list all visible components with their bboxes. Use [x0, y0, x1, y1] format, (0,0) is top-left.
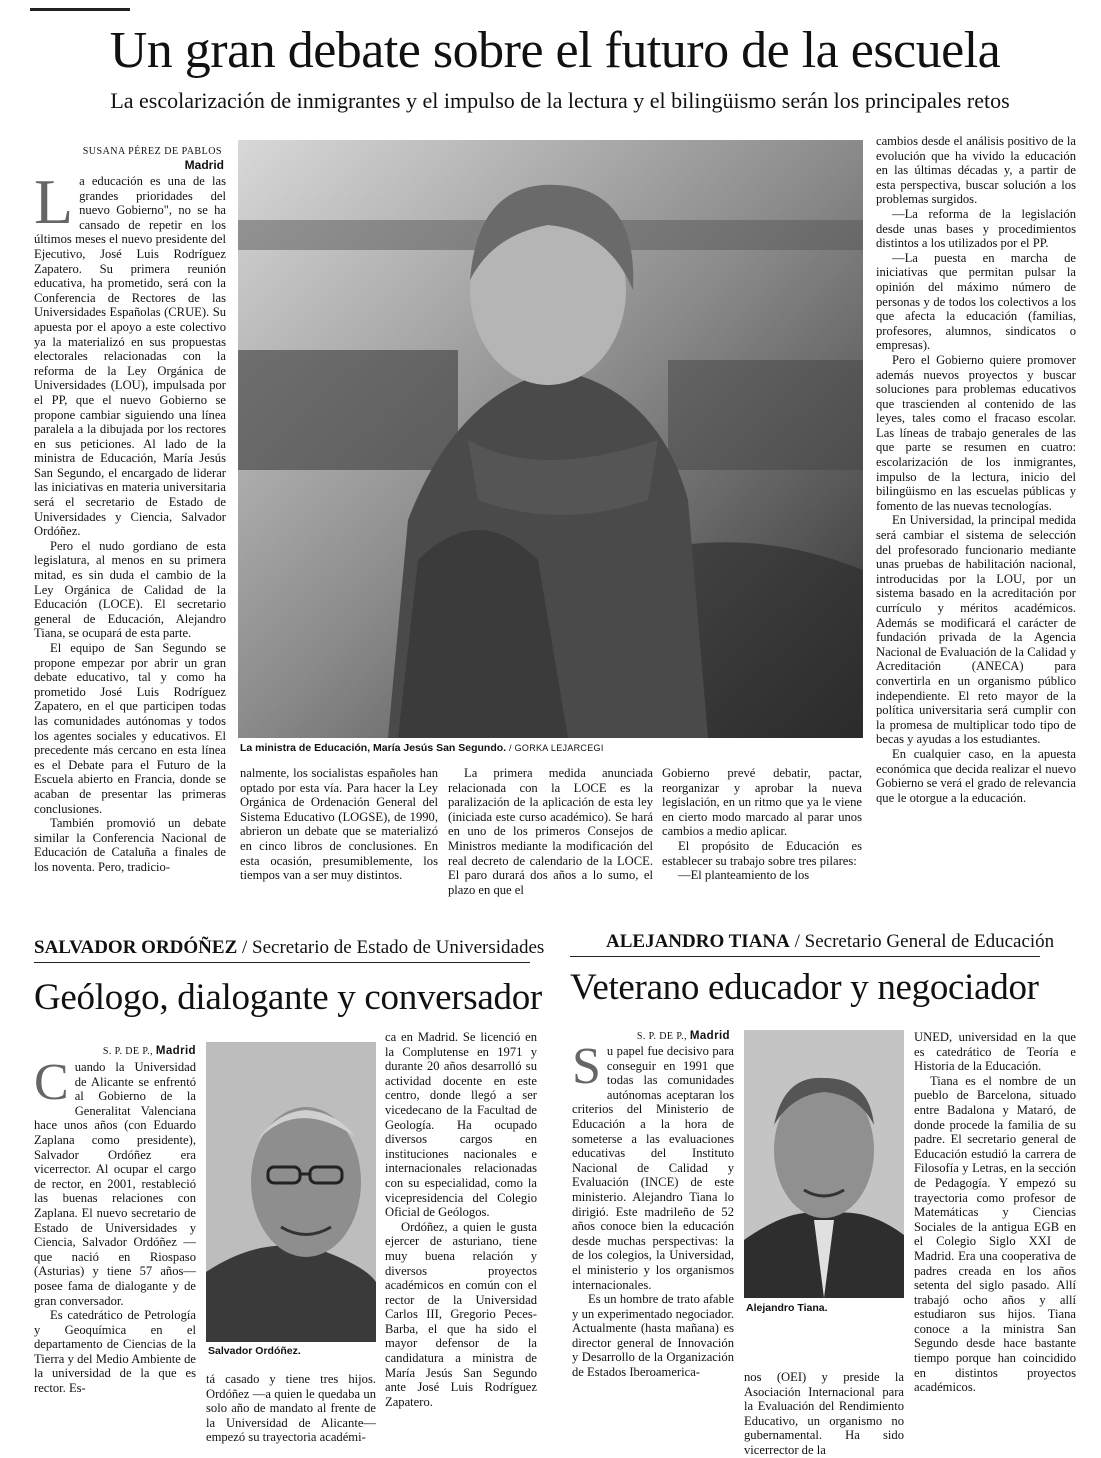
profile-right-column-2	[744, 1370, 904, 1457]
article-paragraph: u papel fue decisivo para conseguir en 1991 que todas las comunidades autónomas aceptaran los criterios del Ministerio de Educación a la hora de someterse a las evaluaciones educativas del Instituto Nacional de Calidad y Evaluación (INCE) de este ministerio. Alejandro Tiana lo dirigió. Este madrileño de 52 años conoce bien la educación desde muchas perspectivas: la de los colegios, la Universidad, el ministerio y los organismos internacionales.	[572, 1044, 734, 1292]
profile-right-title: Veterano educador y negociador	[570, 967, 1039, 1008]
profile-left-role: / Secretario de Estado de Universidades	[242, 937, 545, 958]
byline-place: Madrid	[155, 1045, 196, 1057]
article-paragraph: —La reforma de la legislación desde unas bases y procedimientos distintos a los utilizados por el PP.	[876, 206, 1076, 251]
byline-initials: S. P. DE P.,	[102, 1046, 153, 1057]
profile-left-byline	[60, 1045, 196, 1057]
profile-left-header	[34, 936, 544, 960]
article-column-1	[34, 166, 226, 924]
profile-left-rule	[34, 962, 530, 963]
article-paragraph: En Universidad, la principal medida será cambiar el sistema de selección del profesorado funcionario mediante unas pruebas de habilitación nacional, introducidas por la LOU, por un sistema basado en la acreditación por currículo y méritos académicos. Además se modificará el carácter de fundación privada de la Agencia Nacional de Evaluación de la Calidad y Acreditación (ANECA) para convertirla en un organismo público independiente. El reto mayor de la política universitaria será cumplir con la promesa de multiplicar todo tipo de becas y ayudas a los estudiantes.	[876, 513, 1076, 747]
profile-left-photo-caption: Salvador Ordóñez.	[208, 1345, 301, 1357]
top-rule	[30, 8, 130, 11]
article-paragraph: Ordóñez, a quien le gusta ejercer de asturiano, tiene muy buena relación y diversos proyectos académicos en común con el rector de la Universidad Carlos III, Gregorio Peces-Barba, el que ha sido el mayor defensor de la candidatura a ministra de María Jesús San Segundo ante José Luis Rodríguez Zapatero.	[385, 1219, 537, 1409]
woman-portrait-icon	[238, 140, 863, 738]
profile-right-rule	[570, 956, 1040, 957]
article-paragraph: a educación es una de las grandes prioridades del nuevo Gobierno", no se ha cansado de repetir en los últimos meses el nuevo presidente del Ejecutivo, José Luis Rodríguez Zapatero. Su primera reunión educativa, ha prometido, será con la Conferencia de Rectores de las Universidades Españolas (CRUE). Su apuesta por el apoyo a este colectivo ya la materializó en sus propuestas electorales relacionadas con la reforma de la Ley Orgánica de Universidades (LOU), impulsada por el PP, que el nuevo Gobierno se propone cambiar siguiendo una línea paralela a la dibujada por los rectores en sus peticiones. Al lado de la ministra de Educación, María Jesús San Segundo, el encargado de liderar las iniciativas en materia universitaria será el secretario de Estado de Universidades y Ciencia, Salvador Ordóñez.	[34, 174, 226, 539]
headline: Un gran debate sobre el futuro de la escuela	[109, 22, 1001, 79]
profile-left-column-1	[34, 1054, 196, 1440]
profile-right-column-1	[572, 1038, 734, 1442]
profile-left-title: Geólogo, dialogante y conversador	[34, 977, 542, 1018]
byline-place: Madrid	[689, 1030, 730, 1042]
byline-place: Madrid	[184, 158, 224, 172]
profile-left-column-2	[206, 1372, 376, 1444]
man-portrait-icon	[744, 1030, 904, 1298]
byline: SUSANA PÉREZ DE PABLOS	[82, 146, 222, 157]
article-paragraph: Pero el Gobierno quiere promover además nuevos proyectos y buscar soluciones para problemas educativos que trascienden al contenido de las leyes, tales como el fracaso escolar. Las líneas de trabajo generales de las que parte se resumen en cuatro: escolarización de los inmigrantes, impulso de la lectura, inicio del bilingüismo en las escuelas públicas y fomento de las nuevas tecnologías.	[876, 352, 1076, 513]
article-paragraph: tá casado y tiene tres hijos. Ordóñez —a quien le quedaba un solo año de mandato al frente de la Universidad de Alicante— empezó su trayectoria académi-	[206, 1372, 376, 1445]
byline-initials: S. P. DE P.,	[636, 1031, 687, 1042]
profile-left-photo	[206, 1042, 376, 1342]
profile-right-header	[606, 930, 1054, 954]
article-paragraph: Gobierno prevé debatir, pactar, reorganizar y aprobar la nueva legislación, en un ritmo que ya le viene en cierto modo marcado al parar unos cambios a medio aplicar.	[662, 766, 862, 839]
article-paragraph: ca en Madrid. Se licenció en la Complutense en 1971 y durante 20 años desarrolló su actividad docente en este centro, donde llegó a ser vicedecano de la Facultad de Geología. Ha ocupado diversos cargos en instituciones nacionales e internacionales relacionadas con su especialidad, como la vicepresidencia del Colegio Oficial de Geólogos.	[385, 1030, 537, 1220]
article-paragraph: uando la Universidad de Alicante se enfrentó al Gobierno de la Generalitat Valenciana hace unos años (con Eduardo Zaplana como presidente), Salvador Ordóñez era vicerrector. Al ocupar el cargo de rector, en 2001, restableció las buenas relaciones con Zaplana. El nuevo secretario de Estado de Universidades y Ciencia, Salvador Ordóñez —que nació en Riospaso (Asturias) y tiene 57 años— posee fama de dialogante y de gran conversador.	[34, 1060, 196, 1308]
profile-right-name: ALEJANDRO TIANA	[606, 931, 790, 952]
article-paragraph: Pero el nudo gordiano de esta legislatura, al menos en su primera mitad, es sin duda el cambio de la Ley Orgánica de Calidad de la Educación (LOCE). El secretario general de Educación, Alejandro Tiana, se ocupará de esta parte.	[34, 538, 226, 641]
man-portrait-icon	[206, 1042, 376, 1342]
article-paragraph: —El planteamiento de los	[678, 868, 810, 883]
article-paragraph: nalmente, los socialistas españoles han optado por esta vía. Para hacer la Ley Orgánica de Ordenación General del Sistema Educativo (LOGSE), de 1990, abrieron un debate que se materializó en cinco libros de conclusiones. En esta ocasión, presumiblemente, los tiempos van a ser muy distintos.	[240, 766, 438, 883]
article-paragraph: nos (OEI) y preside la Asociación Internacional para la Evaluación del Rendimiento Educativo, un organismo no gubernamental. Ha sido vicerrector de la	[744, 1370, 904, 1457]
article-column-5	[876, 134, 1076, 914]
dropcap: L	[34, 166, 74, 237]
profile-left-column-3	[385, 1030, 537, 1442]
article-paragraph: Es un hombre de trato afable y un experimentado negociador. Actualmente (hasta mañana) es director general de Innovación y Desarrollo de la Organización de Estados Iberoamerica-	[572, 1292, 734, 1380]
article-paragraph: UNED, universidad en la que es catedrático de Teoría e Historia de la Educación.	[914, 1030, 1076, 1074]
article-paragraph: El propósito de Educación es establecer su trabajo sobre tres pilares:	[662, 838, 862, 868]
profile-right-role: / Secretario General de Educación	[794, 931, 1055, 952]
profile-right-column-3	[914, 1030, 1076, 1442]
article-paragraph: cambios desde el análisis positivo de la evolución que ha vivido la educación en las últimas décadas y, a partir de esta perspectiva, buscar solución a los problemas surgidos.	[876, 134, 1076, 207]
main-photo-caption	[240, 742, 860, 755]
profile-right-photo	[744, 1030, 904, 1298]
article-paragraph: La primera medida anunciada relacionada con la LOCE es la paralización de la aplicación de esta ley (iniciada este curso académico). Se hará en uno de los primeros Consejos de Ministros mediante la modificación del real decreto de calendario de la LOCE. El paro durará dos años a lo sumo, el plazo en que el	[448, 766, 653, 897]
main-photo	[238, 140, 863, 738]
article-column-4	[662, 766, 862, 916]
article-paragraph: Tiana es el nombre de un pueblo de Barcelona, situado entre Badalona y Mataró, de donde procede la familia de su padre. El secretario general de Educación estudió la carrera de Filosofía y Letras, en la sección de Pedagogía. Y empezó su trayectoria como profesor de Matemáticas y Ciencias Sociales de la antigua EGB en el Colegio Siglo XXI de Madrid. Era una cooperativa de padres creada en los años setenta del siglo pasado. Allí trabajó ocho años y allí estudiaron sus hijos. Tiana conoce a la ministra San Segundo desde hace bastante tiempo porque han coincidido en distintos proyectos académicos.	[914, 1073, 1076, 1395]
profile-right-byline	[600, 1030, 730, 1042]
caption-text: La ministra de Educación, María Jesús San Segundo.	[240, 742, 507, 754]
article-column-3	[448, 766, 653, 916]
article-column-2	[240, 766, 438, 916]
article-paragraph: Es catedrático de Petrología y Geoquímica en el departamento de Ciencias de la Tierra y del Medio Ambiente de la universidad de la que es rector. Es-	[34, 1308, 196, 1396]
dropcap: C	[34, 1054, 69, 1111]
article-paragraph: El equipo de San Segundo se propone empezar por abrir un gran debate educativo, tal y como ha prometido José Luis Rodríguez Zapatero, en el que participen todas las comunidades autónomas y todos los agentes sociales y educativos. El precedente más cercano en esta línea es el Debate para el Futuro de la Escuela abierto en Francia, donde se acaban de presentar las primeras conclusiones.	[34, 641, 226, 816]
photo-credit: / GORKA LEJARCEGI	[509, 743, 604, 753]
article-paragraph: En cualquier caso, en la apuesta económica que decida realizar el nuevo Gobierno se verá el grado de relevancia que le otorgue a la educación.	[876, 746, 1076, 805]
article-paragraph: También promovió un debate similar la Conferencia Nacional de Educación de Cataluña a finales de los noventa. Pero, tradicio-	[34, 816, 226, 874]
subheadline: La escolarización de inmigrantes y el impulso de la lectura y el bilingüismo serán los principales retos	[110, 88, 1010, 113]
article-paragraph: —La puesta en marcha de iniciativas que permitan pulsar la opinión del máximo número de personas y de todos los colectivos a los que afecta la educación (familias, profesores, alumnos, sindicatos o empresas).	[876, 250, 1076, 353]
dropcap: S	[572, 1038, 601, 1095]
profile-left-name: SALVADOR ORDÓÑEZ	[34, 937, 238, 958]
profile-right-photo-caption: Alejandro Tiana.	[746, 1302, 828, 1314]
